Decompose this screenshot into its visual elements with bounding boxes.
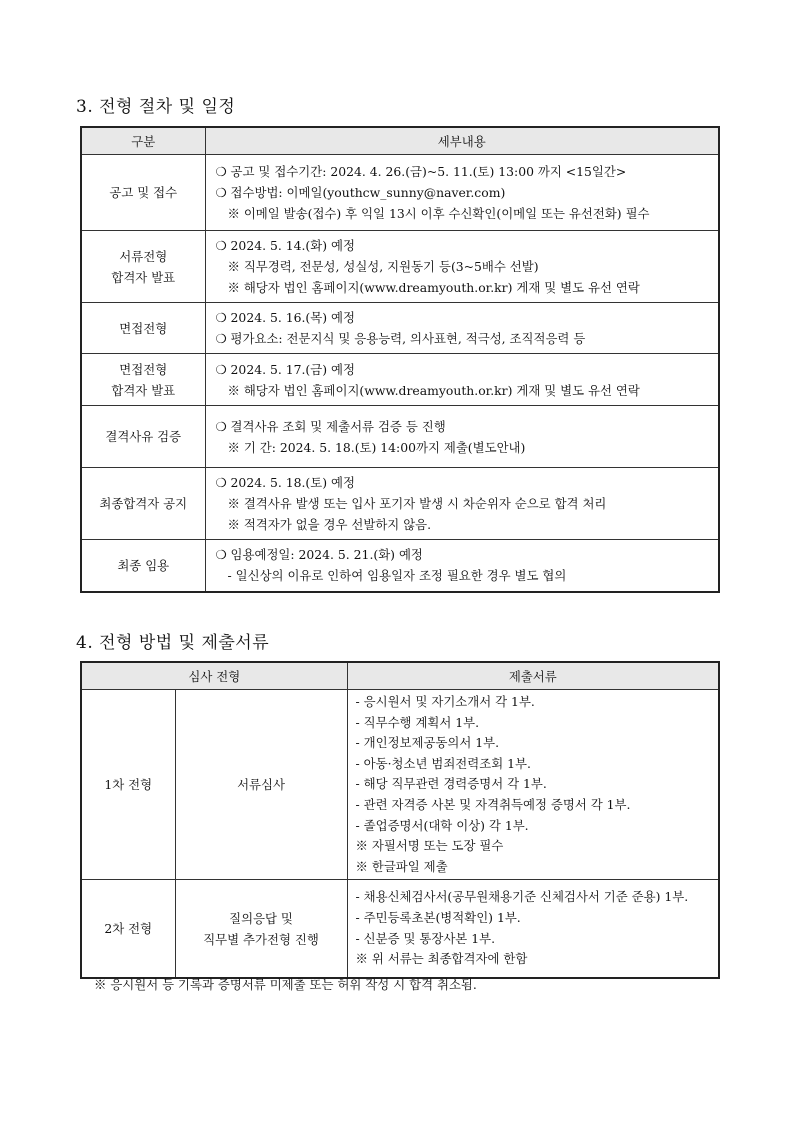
schedule-row-content [205,540,719,592]
method-line: 서류심사 [237,777,285,793]
detail-line: ※ 해당자 법인 홈페이지(www.dreamyouth.or.kr) 게재 및 별도 유선 연락 [227,280,640,295]
detail-line: ❍ 2024. 5. 14.(화) 예정 [215,238,355,253]
label-line: 최종 임용 [117,557,170,573]
detail-line: ※ 이메일 발송(접수) 후 익일 13시 이후 수신확인(이메일 또는 유선전화) 필수 [227,206,650,221]
detail-line: ❍ 2024. 5. 17.(금) 예정 [215,361,355,377]
schedule-row [81,540,719,592]
schedule-row [81,406,719,468]
schedule-row [81,354,719,406]
detail-line: ❍ 접수방법: 이메일(youthcw_sunny@naver.com) [215,185,506,200]
header-screening: 심사 전형 [81,662,347,690]
method-label [175,880,347,978]
document-item: - 해당 직무관련 경력증명서 각 1부. [355,776,547,792]
detail-line: ※ 기 간: 2024. 5. 18.(토) 14:00까지 제출(별도안내) [227,439,526,455]
stage-label: 2차 전형 [81,880,175,978]
method-line: 직무별 추가전형 진행 [203,931,319,947]
schedule-row-content [205,354,719,406]
document-item: - 직무수행 계획서 1부. [355,714,480,730]
section3-title: 3. 전형 절차 및 일정 [76,97,236,117]
schedule-table-body [81,155,719,592]
document-item: - 졸업증명서(대학 이상) 각 1부. [355,817,529,833]
detail-line: ❍ 임용예정일: 2024. 5. 21.(화) 예정 [215,547,423,563]
detail-line: ❍ 공고 및 접수기간: 2024. 4. 26.(금)~5. 11.(토) 13:00 까지 <15일간> [215,164,627,179]
schedule-table [80,126,720,593]
documents-table [80,661,720,979]
document-item: - 신분증 및 통장사본 1부. [355,930,496,946]
method-line: 질의응답 및 [229,910,293,926]
header-documents: 제출서류 [347,662,719,690]
schedule-row-label [81,354,205,406]
documents-list [347,690,719,880]
detail-line: ※ 적격자가 없을 경우 선발하지 않음. [227,517,432,532]
document-item: - 아동·청소년 범죄전력조회 1부. [355,755,531,771]
footnote: ※ 응시원서 등 기록과 증명서류 미제출 또는 허위 작성 시 합격 취소됨. [94,977,477,992]
schedule-row-content [205,155,719,231]
label-line: 면접전형 [119,361,168,377]
schedule-row-label [81,406,205,468]
label-line: 결격사유 검증 [105,429,182,444]
document-item: - 응시원서 및 자기소개서 각 1부. [355,694,535,709]
schedule-row-content [205,406,719,468]
detail-line: ※ 해당자 법인 홈페이지(www.dreamyouth.or.kr) 게재 및 별도 유선 연락 [227,382,640,398]
schedule-row-label [81,155,205,231]
detail-line: ❍ 평가요소: 전문지식 및 응용능력, 의사표현, 적극성, 조직적응력 등 [215,331,586,346]
label-line: 최종합격자 공지 [99,496,188,511]
document-item: ※ 한글파일 제출 [355,858,448,874]
detail-line: ❍ 2024. 5. 16.(목) 예정 [215,310,355,325]
document-item: ※ 위 서류는 최종합격자에 한함 [355,951,528,967]
schedule-row-content [205,231,719,303]
documents-table-body [81,690,719,978]
documents-row [81,690,719,880]
document-item: - 관련 자격증 사본 및 자격취득예정 증명서 각 1부. [355,796,631,812]
documents-list [347,880,719,978]
document-item: ※ 자필서명 또는 도장 필수 [355,838,504,854]
documents-row [81,880,719,978]
label-line: 면접전형 [119,320,168,336]
schedule-row-label [81,540,205,592]
stage-label: 1차 전형 [81,690,175,880]
section4-title: 4. 전형 방법 및 제출서류 [76,633,270,653]
label-line: 합격자 발표 [111,382,176,398]
schedule-row-content [205,303,719,354]
label-line: 공고 및 접수 [109,185,178,200]
detail-line: - 일신상의 이유로 인하여 임용일자 조정 필요한 경우 별도 협의 [227,568,567,584]
schedule-row-label [81,303,205,354]
label-line: 서류전형 [119,248,168,264]
detail-line: ❍ 결격사유 조회 및 제출서류 검증 등 진행 [215,418,446,434]
detail-line: ❍ 2024. 5. 18.(토) 예정 [215,475,355,490]
header-category: 구분 [81,127,205,155]
schedule-row-label [81,231,205,303]
schedule-row [81,468,719,540]
document-item: - 개인정보제공동의서 1부. [355,735,500,751]
detail-line: ※ 결격사유 발생 또는 입사 포기자 발생 시 차순위자 순으로 합격 처리 [227,496,607,511]
schedule-row [81,231,719,303]
document-item: - 주민등록초본(병적확인) 1부. [355,910,521,925]
label-line: 합격자 발표 [111,269,176,285]
schedule-row [81,155,719,231]
schedule-row [81,303,719,354]
document-item: - 채용신체검사서(공무원채용기준 신체검사서 기준 준용) 1부. [355,889,689,905]
detail-line: ※ 직무경력, 전문성, 성실성, 지원동기 등(3~5배수 선발) [227,259,539,274]
schedule-row-label [81,468,205,540]
header-details: 세부내용 [205,127,719,155]
schedule-row-content [205,468,719,540]
method-label [175,690,347,880]
